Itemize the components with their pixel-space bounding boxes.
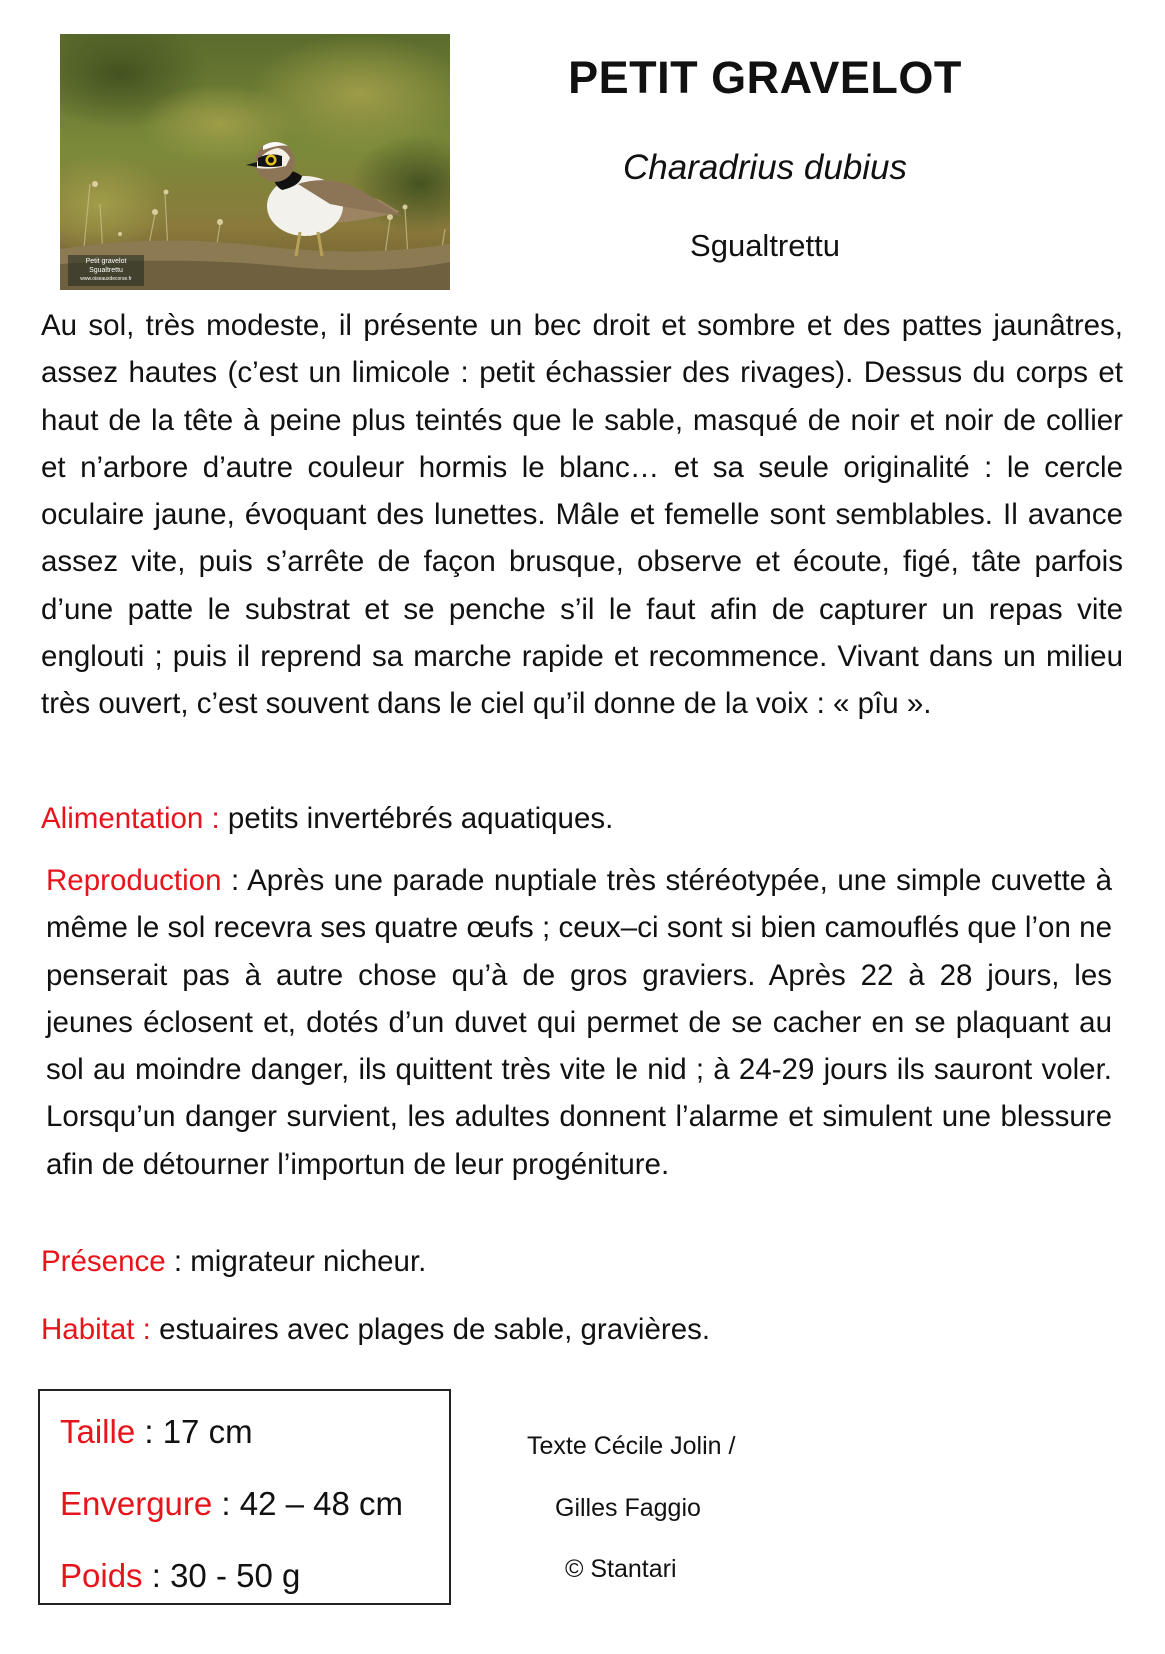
local-name: Sgualtrettu [690,228,840,263]
species-title: PETIT GRAVELOT [568,52,962,103]
credit-text-author: Texte Cécile Jolin / [527,1432,736,1460]
alimentation-field [41,795,1123,842]
envergure-label: Envergure [60,1485,213,1522]
reproduction-field [46,857,1112,1188]
presence-label: Présence [41,1245,166,1278]
presence-text: : migrateur nicheur. [165,1245,427,1278]
reproduction-label: Reproduction [46,864,222,897]
envergure-value: : 42 – 48 cm [212,1485,404,1522]
credit-copyright: © Stantari [565,1555,677,1583]
poids-row [60,1557,300,1595]
measurements-box [38,1389,451,1605]
reproduction-text: : Après une parade nuptiale très stéréotypée, une simple cuvette à même le sol recevra ses quatre œufs ; ceux–ci sont si bien camouflés que l’on ne penserait pas à autre chose qu’à de gros graviers. Après 22 à 28 jours, les jeunes éclosent et, dotés d’un duvet qui permet de se cacher en se plaquant au sol au moindre danger, ils quittent très vite le nid ; à 24-29 jours ils sauront voler. Lorsqu’un danger survient, les adultes donnent l’alarme et simulent une blessure afin de détourner l’importun de leur progéniture. [46,864,1112,1181]
habitat-label: Habitat : [41,1313,151,1346]
envergure-row [60,1485,403,1523]
species-description: Au sol, très modeste, il présente un bec droit et sombre et des pattes jaunâtres, assez hautes (c’est un limicole : petit échassier des rivages). Dessus du corps et haut de la tête à peine plus teintés que le sable, masqué de noir et noir de collier et n’arbore d’autre couleur hormis le blanc… et sa seule originalité : le cercle oculaire jaune, évoquant des lunettes. Mâle et femelle sont semblables. Il avance assez vite, puis s’arrête de façon brusque, observe et écoute, figé, tâte parfois d’une patte le substrat et se penche s’il le faut afin de capturer un repas vite englouti ; puis il reprend sa marche rapide et recommence. Vivant dans un milieu très ouvert, c’est souvent dans le ciel qu’il donne de la voix : « pîu ». [41,309,1123,721]
alimentation-label: Alimentation : [41,802,220,835]
plover-illustration [60,34,450,290]
presence-field [41,1238,1123,1285]
taille-value: : 17 cm [135,1413,253,1450]
photo-caption-line2: Sgualtrettu [89,267,123,274]
taille-row [60,1413,253,1451]
habitat-field [41,1306,1123,1353]
photo-caption [68,255,144,286]
alimentation-text: petits invertébrés aquatiques. [219,802,614,835]
bird-photo [60,34,450,290]
photo-caption-line1: Petit gravelot [85,258,127,265]
habitat-text: estuaires avec plages de sable, gravières. [150,1313,711,1346]
taille-label: Taille [60,1413,136,1450]
latin-name: Charadrius dubius [622,148,908,187]
credit-photo-author: Gilles Faggio [555,1494,701,1522]
poids-value: : 30 - 50 g [142,1557,301,1594]
poids-label: Poids [60,1557,143,1594]
photo-caption-url: www.oiseauxdecorse.fr [80,276,132,282]
